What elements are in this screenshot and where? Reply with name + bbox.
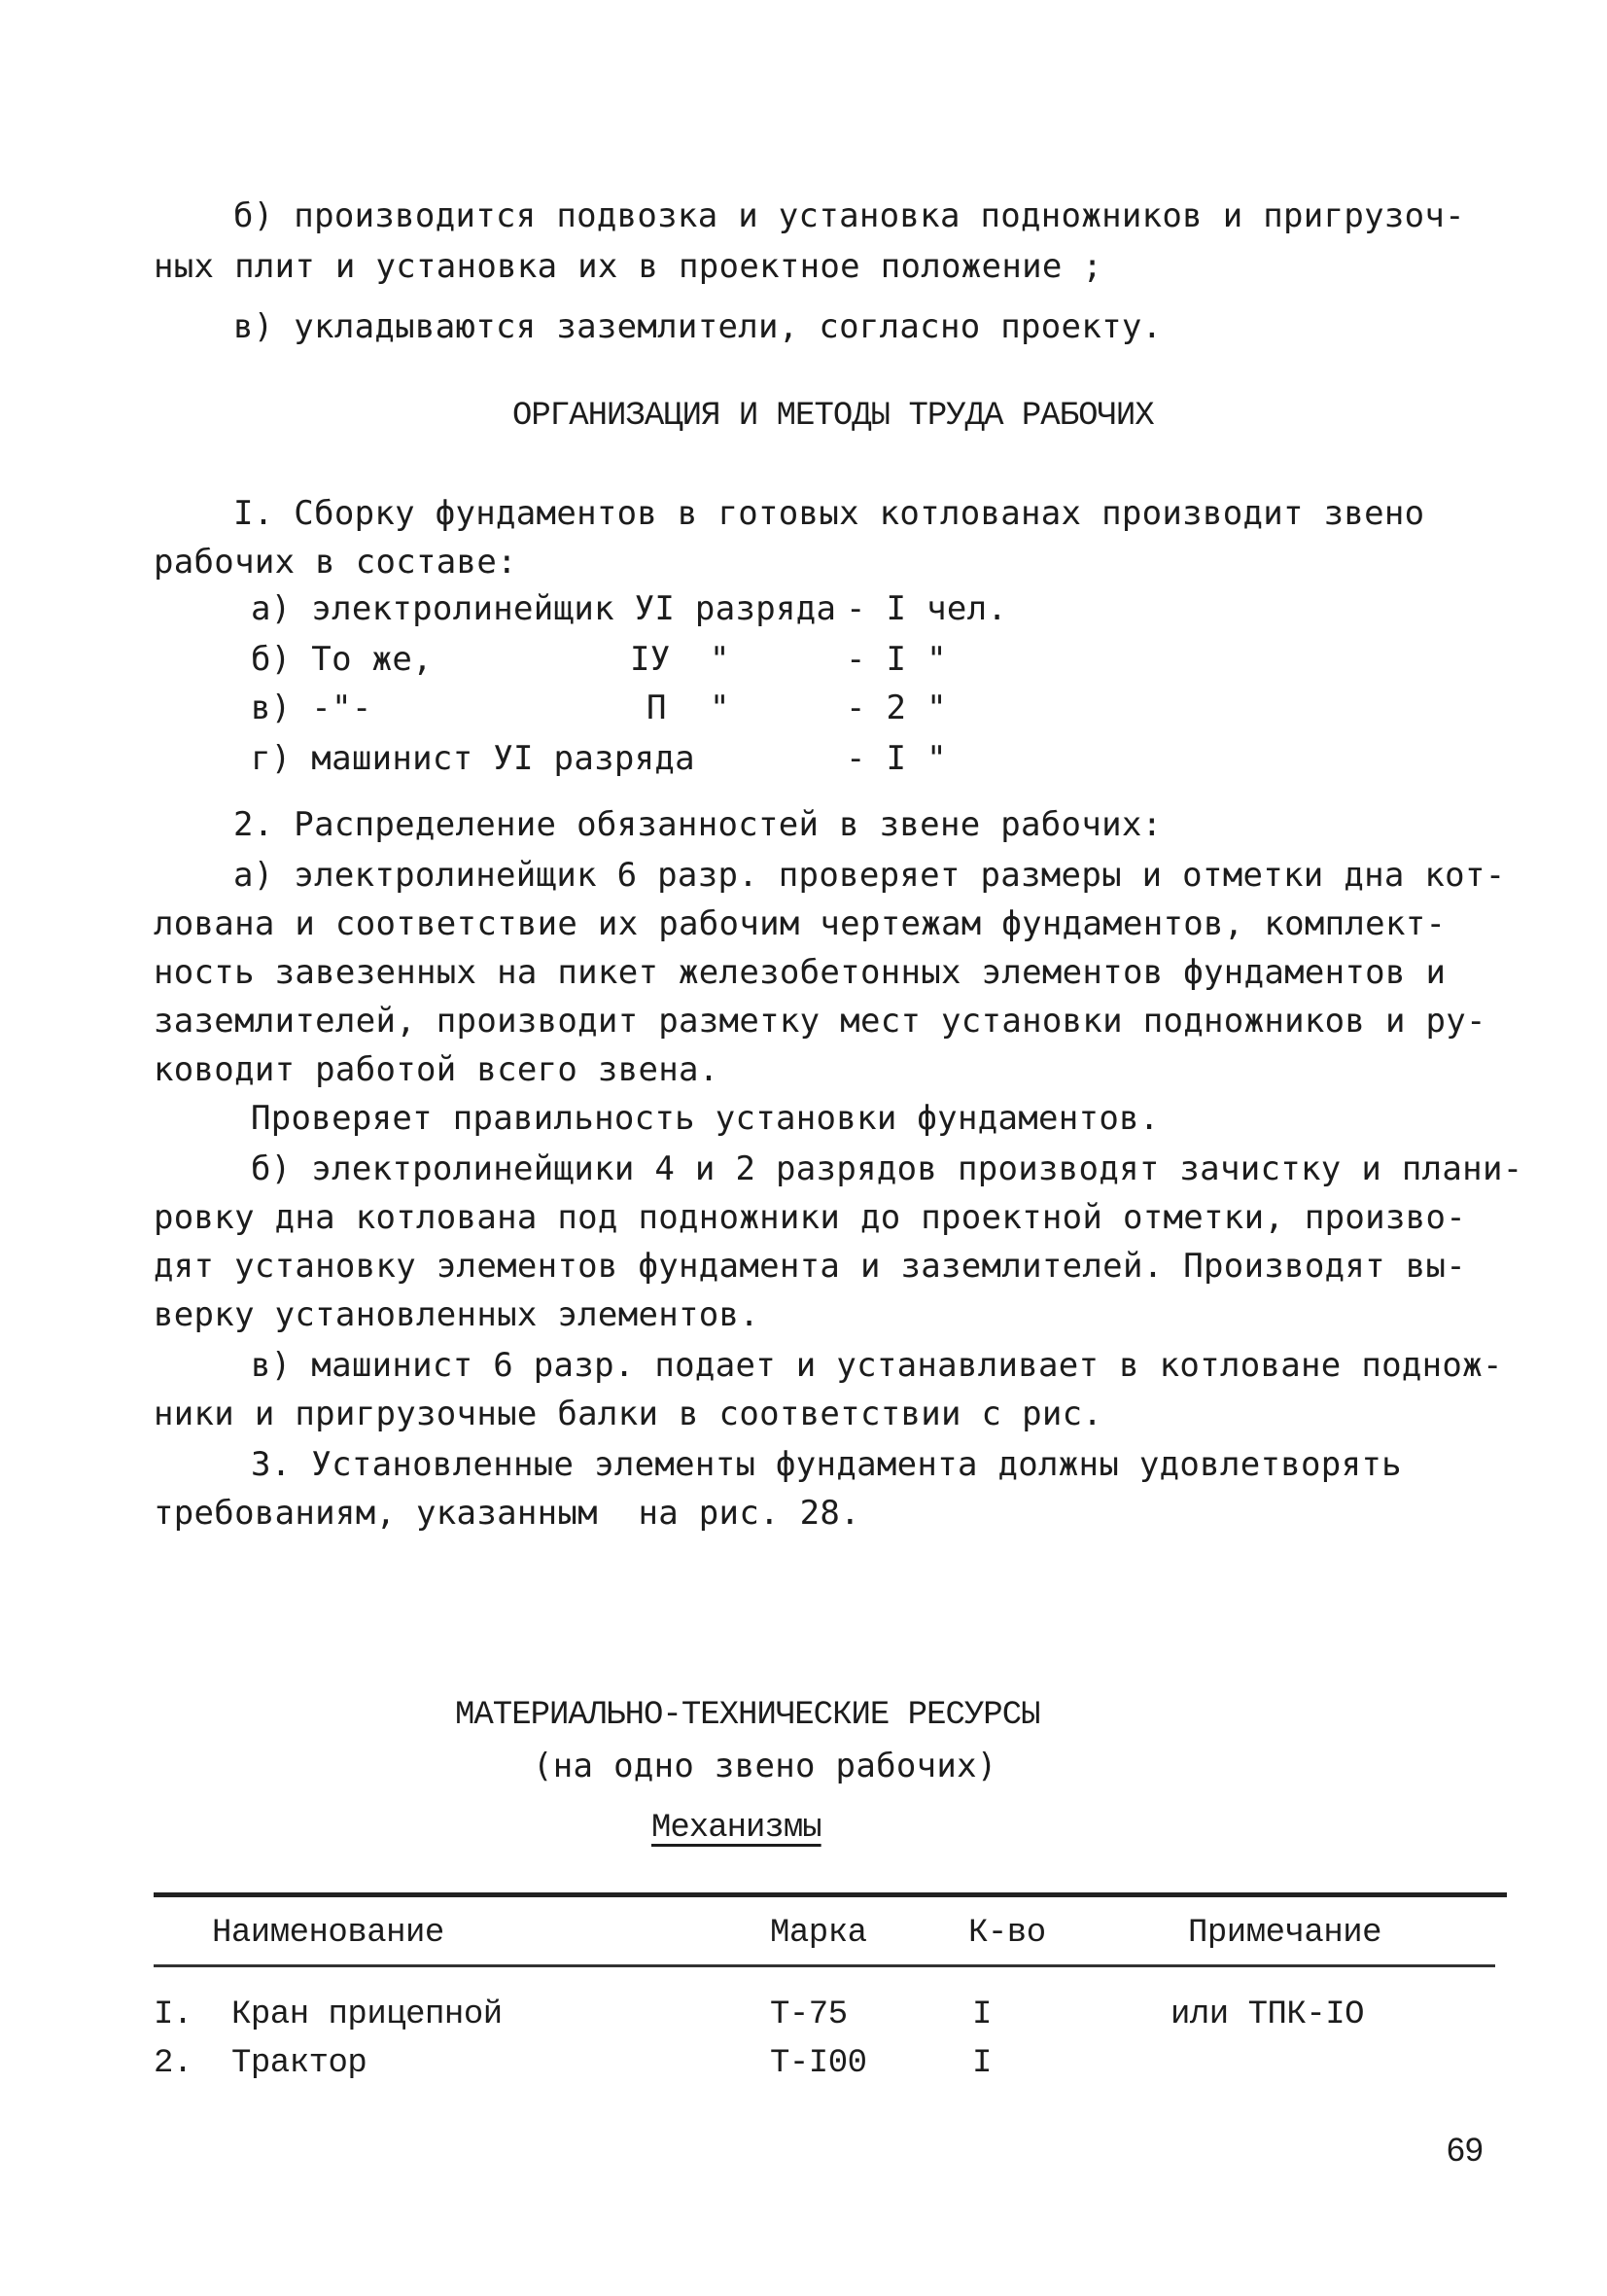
p2v-line1: в) машинист 6 разр. подает и устанавливает в котловане поднож- [251, 1346, 1503, 1385]
p2a-line4: заземлителей, производит разметку мест установки подножников и ру- [154, 1002, 1486, 1041]
crew-g-count: - I " [846, 739, 947, 778]
p2a-extra: Проверяет правильность установки фундаментов. [251, 1099, 1160, 1138]
row-num: I. [154, 1996, 192, 2033]
row-mark: Т-75 [770, 1996, 848, 2033]
col-header-note: Примечание [1188, 1915, 1382, 1952]
page-number: 69 [1447, 2132, 1484, 2169]
intro-v-line: в) укладываются заземлители, согласно проекту. [233, 307, 1163, 346]
p3-line2: требованиям, указанным на рис. 28. [154, 1494, 860, 1533]
intro-b-line1: б) производится подвозка и установка подножников и пригрузоч- [233, 196, 1465, 235]
p2a-line3: ность завезенных на пикет железобетонных элементов фундаментов и [154, 953, 1447, 992]
section2-title: МАТЕРИАЛЬНО-ТЕХНИЧЕСКИЕ РЕСУРСЫ [455, 1697, 1040, 1734]
section2-subtitle: (на одно звено рабочих) [533, 1747, 997, 1785]
p1-line1: I. Сборку фундаментов в готовых котлованах производит звено [233, 494, 1425, 533]
crew-v-label: в) -"- [251, 689, 372, 727]
crew-b-count: - I " [846, 640, 947, 679]
table-header-rule [154, 1964, 1495, 1967]
row-qty: I [972, 1996, 992, 2033]
row-note: или ТПК-IО [1170, 1996, 1365, 2033]
p2b-line4: верку установленных элементов. [154, 1295, 760, 1334]
crew-a-count: - I чел. [846, 589, 1008, 628]
crew-a-label: а) электролинейщик УI разряда [251, 589, 837, 628]
p1-line2: рабочих в составе: [154, 543, 517, 582]
table-title: Механизмы [651, 1810, 821, 1847]
col-header-mark: Марка [770, 1915, 867, 1952]
p2-title: 2. Распределение обязанностей в звене рабочих: [233, 805, 1163, 844]
p2a-line5: ководит работой всего звена. [154, 1050, 719, 1089]
crew-b-label: б) То же, [251, 640, 433, 679]
p2b-line3: дят установку элементов фундамента и заземлителей. Производят вы- [154, 1247, 1467, 1286]
p3-line1: 3. Установленные элементы фундамента должны удовлетворять [251, 1445, 1402, 1484]
row-qty: I [972, 2045, 992, 2082]
p2v-line2: ники и пригрузочные балки в соответствии с рис. [154, 1395, 1103, 1433]
section1-title: ОРГАНИЗАЦИЯ И МЕТОДЫ ТРУДА РАБОЧИХ [512, 398, 1154, 435]
crew-v-count: - 2 " [846, 689, 947, 727]
p2a-line2: лована и соответствие их рабочим чертежам фундаментов, комплект- [154, 904, 1447, 943]
crew-b-mark: " [710, 640, 730, 679]
crew-g-label: г) машинист УI разряда [251, 739, 695, 778]
row-name: Трактор [231, 2045, 367, 2082]
intro-b-line2: ных плит и установка их в проектное положение ; [154, 247, 1103, 286]
crew-v-grade: П [646, 689, 667, 727]
row-mark: Т-I00 [770, 2045, 867, 2082]
col-header-qty: К-во [968, 1915, 1046, 1952]
col-header-name: Наименование [212, 1915, 444, 1952]
p2b-line1: б) электролинейщики 4 и 2 разрядов производят зачистку и плани- [251, 1149, 1523, 1188]
crew-v-mark: " [710, 689, 730, 727]
p2b-line2: ровку дна котлована под подножники до проектной отметки, произво- [154, 1198, 1467, 1237]
table-top-rule [154, 1892, 1507, 1897]
crew-b-grade: IУ [630, 640, 671, 679]
p2a-line1: а) электролинейщик 6 разр. проверяет размеры и отметки дна кот- [233, 856, 1506, 895]
row-name: Кран прицепной [231, 1996, 503, 2033]
row-num: 2. [154, 2045, 192, 2082]
